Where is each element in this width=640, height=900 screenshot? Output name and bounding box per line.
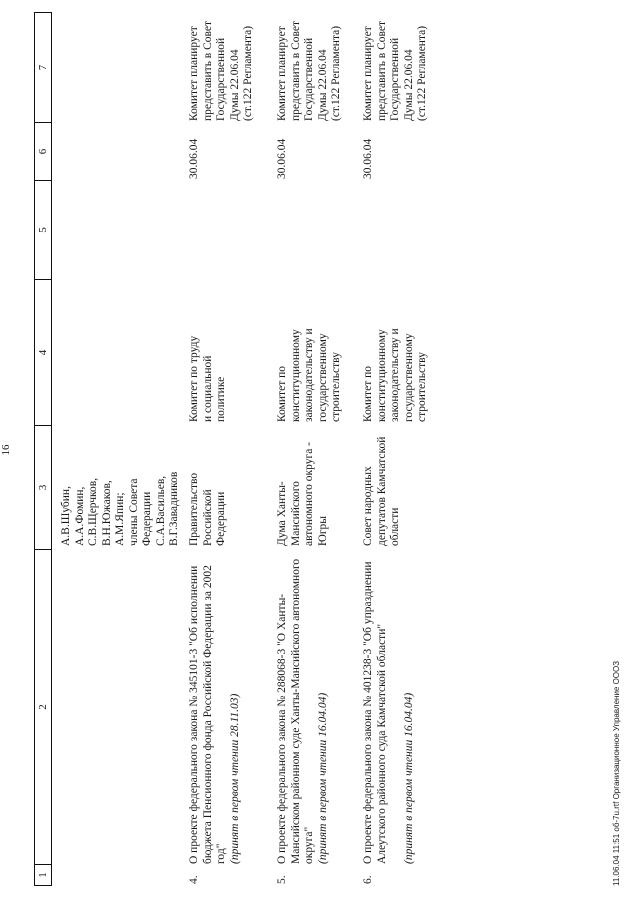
row-4-date: 30.06.04 [188,138,200,179]
row-6-committee: Комитет по конституционному законодательству и государственному строительству [362,328,428,422]
document-footer: 11.06.04 11:51 об-7u.rtf Организационное Управление ОООЗ [612,660,621,886]
row-6-date: 30.06.04 [362,138,374,179]
table-header-row [34,0,52,900]
header-col-1: 1 [34,865,52,886]
row-4-status: (принят в первом чтении 28.11.03) [229,693,241,864]
row-6-number: 6. [362,875,374,884]
header-col-4: 4 [34,280,52,426]
row-4-note: Комитет планирует представить в Совет Государственной Думы 22.06.04 (ст.122 Регламента) [188,20,254,121]
header-col-7: 7 [34,12,52,123]
page-number: 16 [0,444,12,456]
header-col-2: 2 [34,550,52,865]
continued-signatories: А.В.Шубин, А.А.Фомин, С.В.Щерчков, В.Н.Южаков, А.М.Япин; члены Совета Федерации С.А.Васильев, В.Г.Завадников [60,471,180,546]
header-col-3: 3 [34,426,52,550]
row-5-title: О проекте федерального закона № 288068-3 "О Ханты-Мансийском районном суде Ханты-Мансийского автономного округа" [276,558,315,864]
row-5-number: 5. [276,875,288,884]
row-4-initiator: Правительство Российской Федерации [188,472,227,546]
row-5-initiator: Дума Ханты- Мансийского автономного округа - Югры [276,441,329,546]
header-col-6: 6 [34,123,52,181]
header-col-5: 5 [34,181,52,280]
row-4-number: 4. [188,875,200,884]
row-4-committee: Комитет по труду и социальной политике [188,335,227,422]
row-6-initiator: Совет народных депутатов Камчатской области [362,436,401,546]
row-5-date: 30.06.04 [276,138,288,179]
row-6-note: Комитет планирует представить в Совет Государственной Думы 22.06.04 (ст.122 Регламента) [362,20,428,121]
row-6-title: О проекте федерального закона № 401238-3 "Об упразднении Алеутского районного суда Камчатской области" [362,561,388,864]
row-5-committee: Комитет по конституционному законодательству и государственному строительству [276,328,342,422]
row-4-title: О проекте федерального закона № 345101-3 "Об исполнении бюджета Пенсионного фонда Российской Федерации за 2002 год" [188,565,227,864]
row-5-note: Комитет планирует представить в Совет Государственной Думы 22.06.04 (ст.122 Регламента) [276,20,342,121]
row-6-status: (принят в первом чтении 16.04.04) [403,692,415,864]
row-5-status: (принят в первом чтении 16.04.04) [317,692,329,864]
